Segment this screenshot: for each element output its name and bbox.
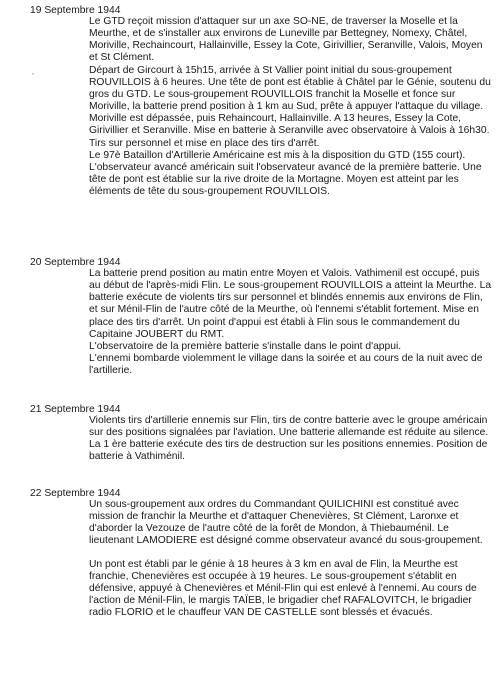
entry-paragraph: Un pont est établi par le génie à 18 heures à 3 km en aval de Flin, la Meurthe est franchie, Chenevières est occupée à 19 heures. Le sous-groupement s'établit en défensive, appuyé à Chenevières et Ménil-Flin qui est enlevé à l'ennemi. Au cours de l'action de Ménil-Flin, le margis TAÏEB, le brigadier chef RAFALOVITCH, le brigadier radio FLORIO et le chauffeur VAN DE CASTELLE sont blessés et évacués. (89, 558, 477, 619)
entry-date: 20 Septembre 1944 (30, 257, 121, 268)
entry-paragraph: L'observatoire de la première batterie s'installe dans le point d'appui. (89, 340, 402, 352)
entry-paragraph: Un sous-groupement aux ordres du Commandant QUILICHINI est constitué avec mission de franchir la Meurthe et d'attaquer Chenevières, St Clément, Laronxe et d'aborder la Vezouze de l'autre côté de la forêt de Mondon, à Thiebauménil. Le lieutenant LAMODIERE est désigné comme observateur avancé du sous-groupement. (89, 499, 483, 547)
entry-body (89, 268, 493, 377)
entry-paragraph: La batterie prend position au matin entre Moyen et Valois. Vathimenil est occupé, puis au début de l'après-midi Flin. Le sous-groupement ROUVILLOIS a atteint la Meurthe. La batterie exécute de violents tirs sur personnel et blindés ennemis aux environs de Flin, et sur Ménil-Flin de l'autre côté de la Meurthe, où l'ennemi s'établit fortement. Mise en place des tirs d'arrêt. Un point d'appui est établi à Flin sous le commandement du Capitaine JOUBERT du RMT. (89, 268, 492, 340)
entry-date: 21 Septembre 1944 (30, 404, 121, 415)
entry-date: 19 Septembre 1944 (30, 5, 121, 16)
entry-paragraph: Départ de Gircourt à 15h15, arrivée à St Vallier point initial du sous-groupement ROUVILLOIS à 6 heures. Une tête de pont est établie à Châtel par le Génie, soutenu du gros du GTD. Le sous-groupement ROUVILLOIS franchit la Moselle et fonce sur Moriville, la batterie prend position à 1 km au Sud, prête à appuyer l'attaque du village. Moriville est dépassée, puis Rehaincourt, Hallainville. A 13 heures, Essey la Cote, Girivillier et Seranville. Mise en batterie à Seranville avec observatoire à Valois à 16h30. Tirs sur personnel et mise en place des tirs d'arrêt. (89, 64, 491, 149)
entry-date: 22 Septembre 1944 (30, 488, 121, 499)
entry-paragraph: L'ennemi bombarde violemment le village dans la soirée et au cours de la nuit avec de l'artillerie. (89, 353, 483, 377)
entry-paragraph: Le 97è Bataillon d'Artillerie Américaine est mis à la disposition du GTD (155 court). L'observateur avancé américain suit l'observateur avancé de la première batterie. Une tête de pont est établie sur la rive droite de la Mortagne. Moyen est atteint par les éléments de tête du sous-groupement ROUVILLOIS. (89, 149, 482, 198)
entry-body (89, 499, 493, 619)
entry-paragraph: Le GTD reçoit mission d'attaquer sur un axe SO-NE, de traverser la Moselle et la Meurthe, et de s'installer aux environs de Luneville par Bettegney, Nomexy, Châtel, Moriville, Rechaincourt, Hallainville, Essey la Cote, Girivillier, Seranville, Valois, Moyen et St Clément. (89, 16, 483, 64)
entry-paragraph: Violents tirs d'artillerie ennemis sur Flin, tirs de contre batterie avec le groupe américain sur des positions signalées par l'aviation. Une batterie allemande est réduite au silence. La 1 ère batterie exécute des tirs de destruction sur les positions ennemies. Position de batterie à Vathiménil. (89, 415, 489, 463)
margin-mark: ’ (32, 72, 34, 81)
entry-body (89, 415, 493, 464)
entry-body (89, 16, 493, 198)
